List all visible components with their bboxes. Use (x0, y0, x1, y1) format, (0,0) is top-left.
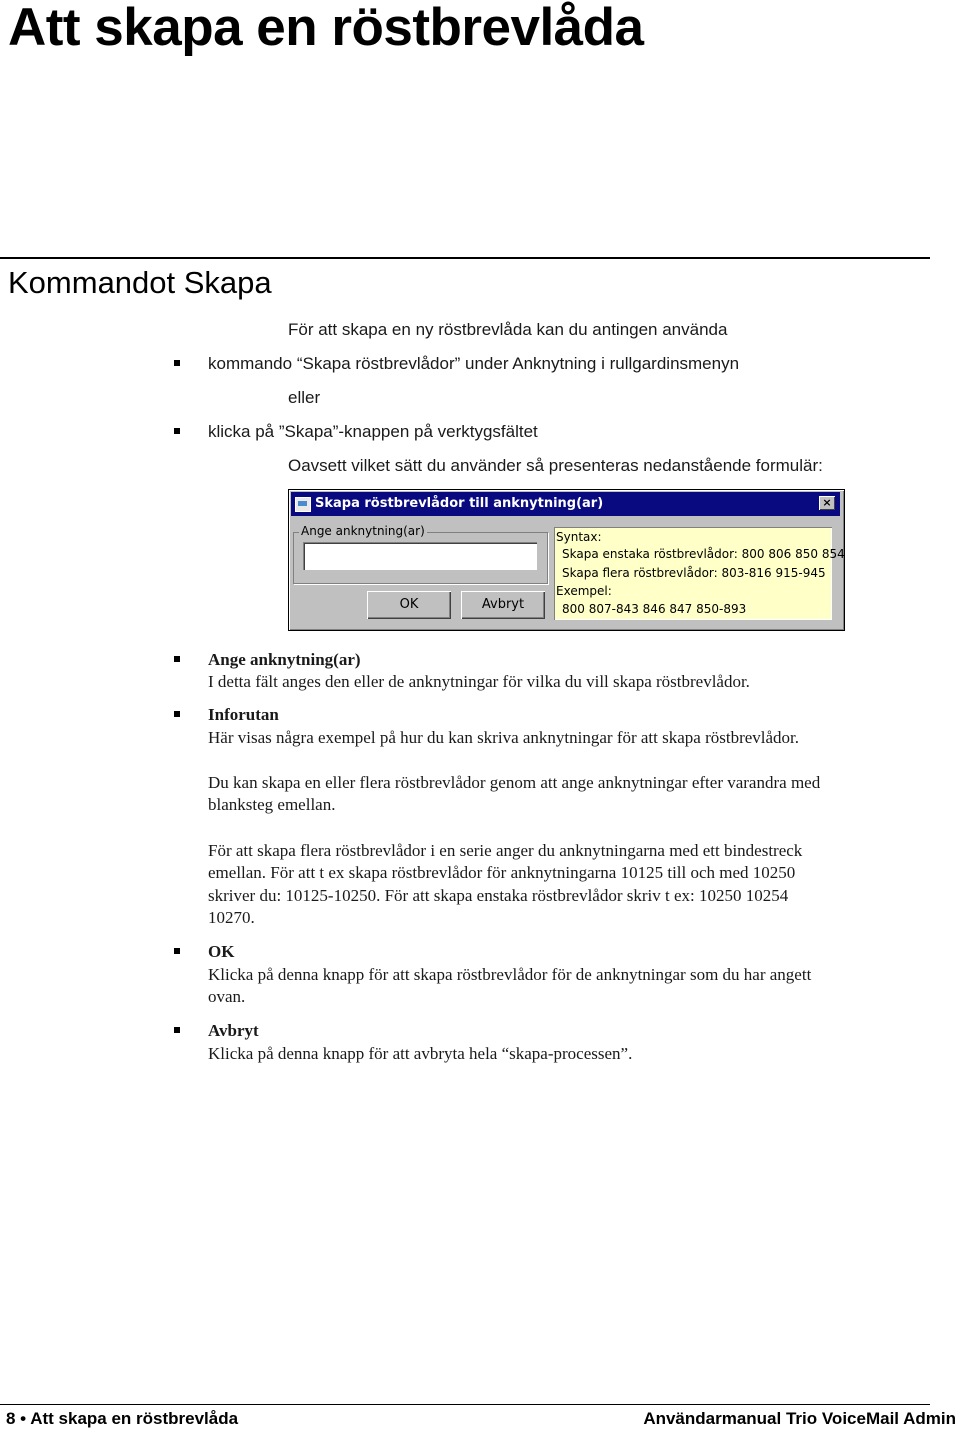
para-line: emellan. För att t ex skapa röstbrevlådor för anknytningarna 10125 till och med 10250 (208, 863, 796, 882)
para-line: skriver du: 10125-10250. För att skapa enstaka röstbrevlådor skriv t ex: 10250 10254 (208, 886, 789, 905)
example-heading: Exempel: (556, 584, 612, 598)
example-text: 800 807-843 846 847 850-893 (562, 602, 747, 616)
intro-bullet-toolbar: klicka på ”Skapa”-knappen på verktygsfältet (208, 422, 538, 441)
intro-or: eller (288, 388, 321, 407)
desc-avbryt: Klicka på denna knapp för att avbryta hela “skapa-processen”. (208, 1044, 633, 1063)
desc-ange: I detta fält anges den eller de anknytningar för vilka du vill skapa röstbrevlådor. (208, 672, 750, 691)
syntax-single: Skapa enstaka röstbrevlådor: 800 806 850 854 (562, 547, 845, 561)
footer-divider (0, 1404, 930, 1405)
footer-left: 8 • Att skapa en röstbrevlåda (6, 1409, 239, 1428)
para-line: För att skapa flera röstbrevlådor i en serie anger du anknytningarna med ett bindestreck (208, 841, 803, 860)
para-line: blanksteg emellan. (208, 795, 336, 814)
bullet-icon (174, 656, 180, 662)
term-avbryt: Avbryt (208, 1021, 259, 1040)
bullet-icon (174, 1027, 180, 1033)
bullet-icon (174, 360, 180, 366)
para-line: Du kan skapa en eller flera röstbrevlådor genom att ange anknytningar efter varandra med (208, 773, 821, 792)
desc-ok: Klicka på denna knapp för att skapa röstbrevlådor för de anknytningar som du har angett (208, 965, 812, 984)
section-divider (0, 257, 930, 259)
section-title: Kommandot Skapa (8, 265, 272, 300)
term-inforutan: Inforutan (208, 705, 279, 724)
cancel-button[interactable]: Avbryt (461, 591, 545, 619)
close-icon[interactable]: × (819, 496, 835, 510)
bullet-icon (174, 428, 180, 434)
info-box (554, 527, 845, 620)
footer-right: Användarmanual Trio VoiceMail Admin (643, 1409, 956, 1428)
dialog-title: Skapa röstbrevlådor till anknytning(ar) (315, 496, 604, 511)
extension-group-label: Ange anknytning(ar) (301, 524, 425, 538)
syntax-heading: Syntax: (556, 530, 602, 544)
ok-button[interactable]: OK (367, 591, 451, 619)
page-title: Att skapa en röstbrevlåda (8, 0, 644, 57)
window-icon (295, 497, 311, 512)
term-ok: OK (208, 942, 235, 961)
desc-ok-cont: ovan. (208, 987, 246, 1006)
dialog-titlebar (291, 492, 840, 516)
create-mailbox-dialog (288, 489, 845, 631)
syntax-multiple: Skapa flera röstbrevlådor: 803-816 915-945 (562, 566, 826, 580)
intro-bullet-menu: kommando “Skapa röstbrevlådor” under Anknytning i rullgardinsmenyn (208, 354, 740, 373)
extension-input[interactable] (303, 542, 537, 570)
term-ange: Ange anknytning(ar) (208, 650, 361, 669)
bullet-icon (174, 948, 180, 954)
para-line: 10270. (208, 908, 255, 927)
bullet-icon (174, 711, 180, 717)
intro-form-line: Oavsett vilket sätt du använder så presenteras nedanstående formulär: (288, 456, 823, 475)
desc-inforutan: Här visas några exempel på hur du kan skriva anknytningar för att skapa röstbrevlådor. (208, 728, 800, 747)
intro-line: För att skapa en ny röstbrevlåda kan du antingen använda (288, 320, 728, 339)
